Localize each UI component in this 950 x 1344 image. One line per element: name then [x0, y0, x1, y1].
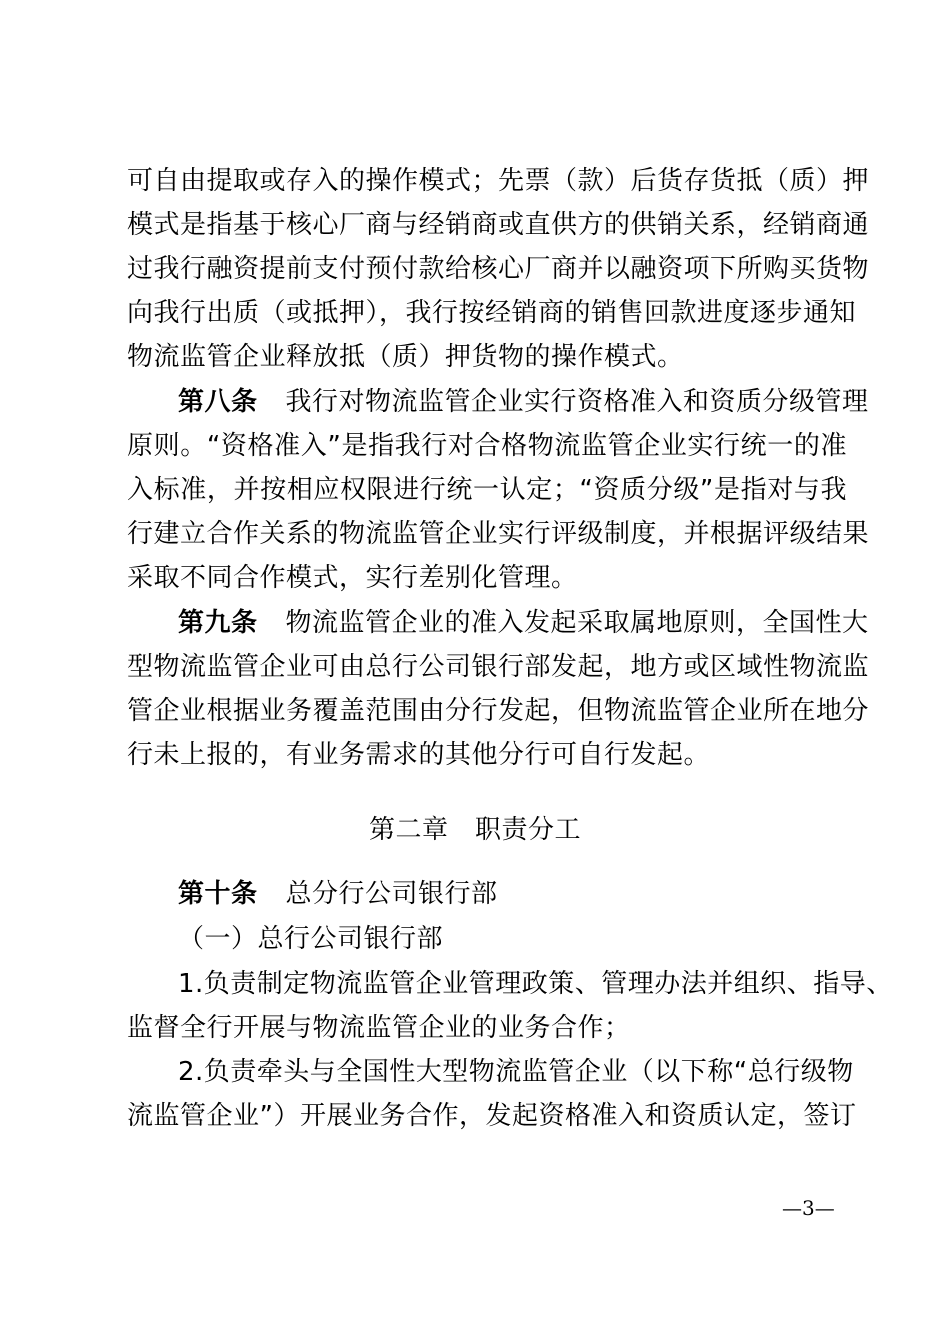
chapter-heading: 第二章 职责分工 [368, 815, 581, 845]
list-item-2-line: 2.负责牵头与全国性大型物流监管企业（以下称“总行级物 [178, 1057, 854, 1087]
paragraph-line: 采取不同合作模式，实行差别化管理。 [127, 563, 578, 593]
paragraph-line: 过我行融资提前支付预付款给核心厂商并以融资项下所购买货物 [127, 254, 870, 284]
paragraph-line: 物流监管企业释放抵（质）押货物的操作模式。 [127, 342, 684, 372]
paragraph-line: 可自由提取或存入的操作模式；先票（款）后货存货抵（质）押 [127, 166, 870, 196]
article-8-text: 我行对物流监管企业实行资格准入和资质分级管理 [285, 387, 869, 417]
article-9-text: 物流监管企业的准入发起采取属地原则，全国性大 [285, 608, 869, 638]
article-8-heading: 第八条 [178, 387, 258, 417]
article-9-heading: 第九条 [178, 608, 258, 638]
section-heading: （一）总行公司银行部 [178, 924, 444, 954]
article-8-first-line [178, 387, 869, 417]
paragraph-line: 行未上报的，有业务需求的其他分行可自行发起。 [127, 740, 711, 770]
paragraph-line: 管企业根据业务覆盖范围由分行发起，但物流监管企业所在地分 [127, 696, 870, 726]
paragraph-line: 模式是指基于核心厂商与经销商或直供方的供销关系，经销商通 [127, 210, 870, 240]
list-item-1-line: 1.负责制定物流监管企业管理政策、管理办法并组织、指导、 [178, 969, 893, 999]
article-10-heading: 第十条 [178, 879, 258, 909]
paragraph-line: 原则。“资格准入”是指我行对合格物流监管企业实行统一的准 [127, 431, 847, 461]
paragraph-line: 入标准，并按相应权限进行统一认定；“资质分级”是指对与我 [127, 475, 847, 505]
paragraph-line: 向我行出质（或抵押），我行按经销商的销售回款进度逐步通知 [127, 298, 857, 328]
article-10-first-line [178, 879, 847, 909]
article-10-text: 总分行公司银行部 [285, 879, 498, 909]
list-item-1-line: 监督全行开展与物流监管企业的业务合作； [127, 1013, 631, 1043]
list-item-2-line: 流监管企业”）开展业务合作，发起资格准入和资质认定，签订 [127, 1101, 857, 1131]
paragraph-line: 行建立合作关系的物流监管企业实行评级制度，并根据评级结果 [127, 519, 870, 549]
paragraph-line: 型物流监管企业可由总行公司银行部发起，地方或区域性物流监 [127, 652, 870, 682]
article-9-first-line [178, 608, 869, 638]
page-number: —3— [782, 1196, 835, 1220]
